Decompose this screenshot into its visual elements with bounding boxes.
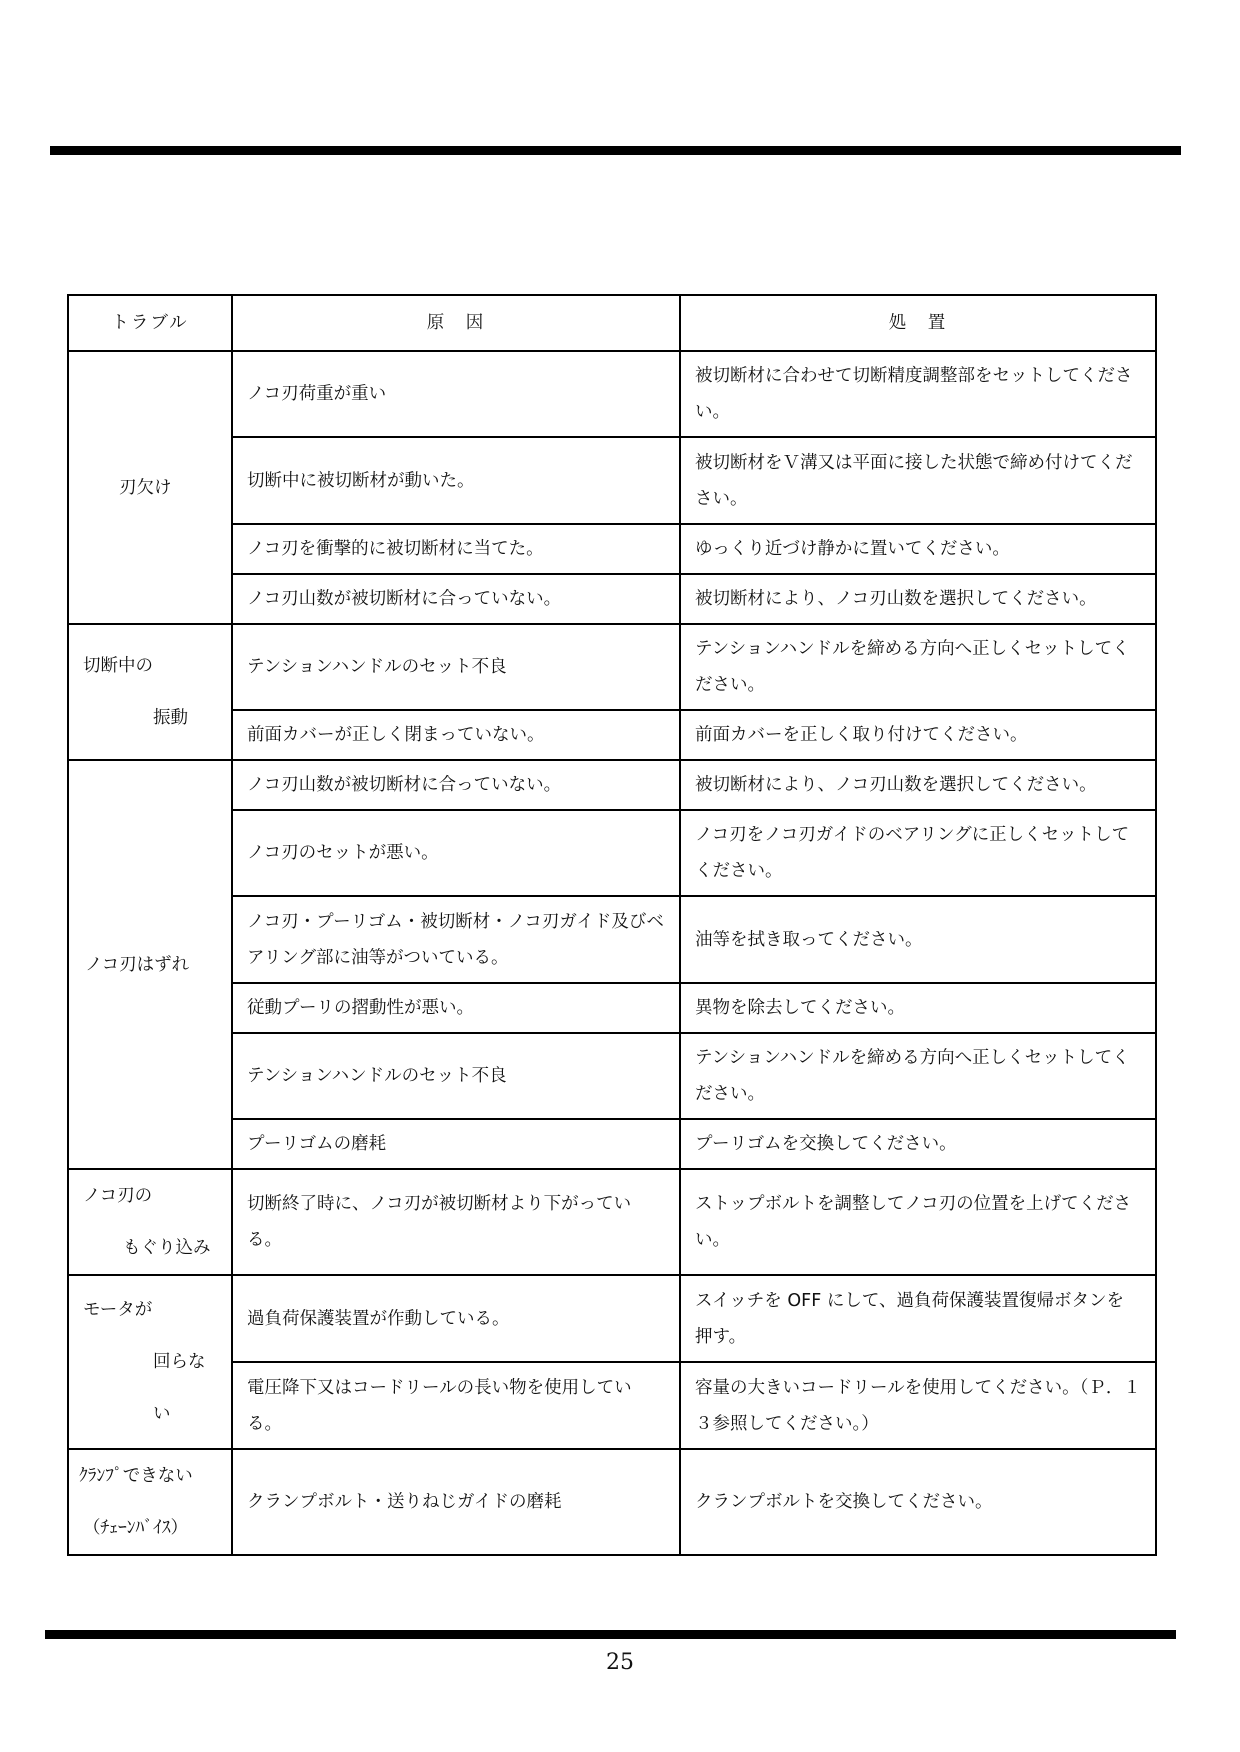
trouble-label: もぐり込み — [123, 1238, 211, 1258]
table-row — [68, 624, 1156, 710]
top-rule — [50, 146, 1181, 155]
remedy-cell: クランプボルトを交換してください。 — [680, 1449, 1156, 1555]
cause-cell: 電圧降下又はコードリールの長い物を使用している。 — [232, 1362, 680, 1449]
remedy-cell: 被切断材により、ノコ刃山数を選択してください。 — [680, 574, 1156, 624]
remedy-cell: 油等を拭き取ってください。 — [680, 896, 1156, 983]
remedy-cell: プーリゴムを交換してください。 — [680, 1119, 1156, 1169]
trouble-cell — [68, 1275, 232, 1449]
cause-cell: 切断終了時に、ノコ刃が被切断材より下がっている。 — [232, 1169, 680, 1275]
table-row — [68, 574, 1156, 624]
table-row — [68, 1169, 1156, 1275]
cause-cell: 過負荷保護装置が作動している。 — [232, 1275, 680, 1362]
cause-cell: 切断中に被切断材が動いた。 — [232, 437, 680, 524]
cause-cell: ノコ刃山数が被切断材に合っていない。 — [232, 574, 680, 624]
remedy-cell: ゆっくり近づけ静かに置いてください。 — [680, 524, 1156, 574]
remedy-cell: 被切断材に合わせて切断精度調整部をセットしてください。 — [680, 351, 1156, 437]
remedy-cell: 被切断材をＶ溝又は平面に接した状態で締め付けてください。 — [680, 437, 1156, 524]
header-remedy: 処 置 — [680, 295, 1156, 351]
table-row — [68, 524, 1156, 574]
trouble-label: ノコ刃はずれ — [85, 954, 190, 975]
cause-cell: プーリゴムの磨耗 — [232, 1119, 680, 1169]
bottom-rule — [45, 1630, 1176, 1639]
table-row — [68, 1033, 1156, 1119]
trouble-label: ｸﾗﾝﾌﾟできない — [79, 1466, 193, 1486]
table-row — [68, 760, 1156, 810]
trouble-label: 回らない — [153, 1352, 206, 1424]
troubleshooting-table — [67, 294, 1157, 1556]
table-row — [68, 1275, 1156, 1362]
table-row — [68, 1362, 1156, 1449]
remedy-cell: ストップボルトを調整してノコ刃の位置を上げてください。 — [680, 1169, 1156, 1275]
trouble-cell — [68, 1169, 232, 1275]
table-row — [68, 810, 1156, 896]
trouble-cell — [68, 351, 232, 624]
trouble-cell — [68, 1449, 232, 1555]
cause-cell: ノコ刃・プーリゴム・被切断材・ノコ刃ガイド及びベアリング部に油等がついている。 — [232, 896, 680, 983]
cause-cell: 前面カバーが正しく閉まっていない。 — [232, 710, 680, 760]
table-row — [68, 1449, 1156, 1555]
table-body — [68, 351, 1156, 1555]
header-trouble: トラブル — [68, 295, 232, 351]
remedy-cell: 容量の大きいコードリールを使用してください。（Ｐ．１３参照してください。） — [680, 1362, 1156, 1449]
cause-cell: クランプボルト・送りねじガイドの磨耗 — [232, 1449, 680, 1555]
header-cause: 原 因 — [232, 295, 680, 351]
table-row — [68, 437, 1156, 524]
table-row — [68, 983, 1156, 1033]
cause-cell: 従動プーリの摺動性が悪い。 — [232, 983, 680, 1033]
cause-cell: ノコ刃のセットが悪い。 — [232, 810, 680, 896]
trouble-label: （ﾁｪｰﾝﾊﾞｲｽ） — [83, 1518, 188, 1538]
trouble-cell — [68, 624, 232, 760]
remedy-cell: 前面カバーを正しく取り付けてください。 — [680, 710, 1156, 760]
remedy-cell: スイッチを OFF にして、過負荷保護装置復帰ボタンを押す。 — [680, 1275, 1156, 1362]
remedy-cell: ノコ刃をノコ刃ガイドのベアリングに正しくセットしてください。 — [680, 810, 1156, 896]
remedy-cell: テンションハンドルを締める方向へ正しくセットしてください。 — [680, 1033, 1156, 1119]
table-row — [68, 710, 1156, 760]
cause-cell: テンションハンドルのセット不良 — [232, 1033, 680, 1119]
trouble-label: 切断中の — [83, 656, 153, 676]
table-row — [68, 1119, 1156, 1169]
page-number: 25 — [606, 1650, 634, 1675]
trouble-label: 刃欠け — [119, 477, 172, 498]
trouble-label: モータが — [83, 1300, 153, 1320]
remedy-cell: 異物を除去してください。 — [680, 983, 1156, 1033]
table-row — [68, 351, 1156, 437]
cause-cell: ノコ刃山数が被切断材に合っていない。 — [232, 760, 680, 810]
trouble-label: ノコ刃の — [83, 1186, 153, 1206]
cause-cell: ノコ刃を衝撃的に被切断材に当てた。 — [232, 524, 680, 574]
table-header-row — [68, 295, 1156, 351]
table-row — [68, 896, 1156, 983]
remedy-cell: 被切断材により、ノコ刃山数を選択してください。 — [680, 760, 1156, 810]
remedy-cell: テンションハンドルを締める方向へ正しくセットしてください。 — [680, 624, 1156, 710]
cause-cell: テンションハンドルのセット不良 — [232, 624, 680, 710]
cause-cell: ノコ刃荷重が重い — [232, 351, 680, 437]
trouble-cell — [68, 760, 232, 1169]
trouble-label: 振動 — [153, 708, 188, 728]
